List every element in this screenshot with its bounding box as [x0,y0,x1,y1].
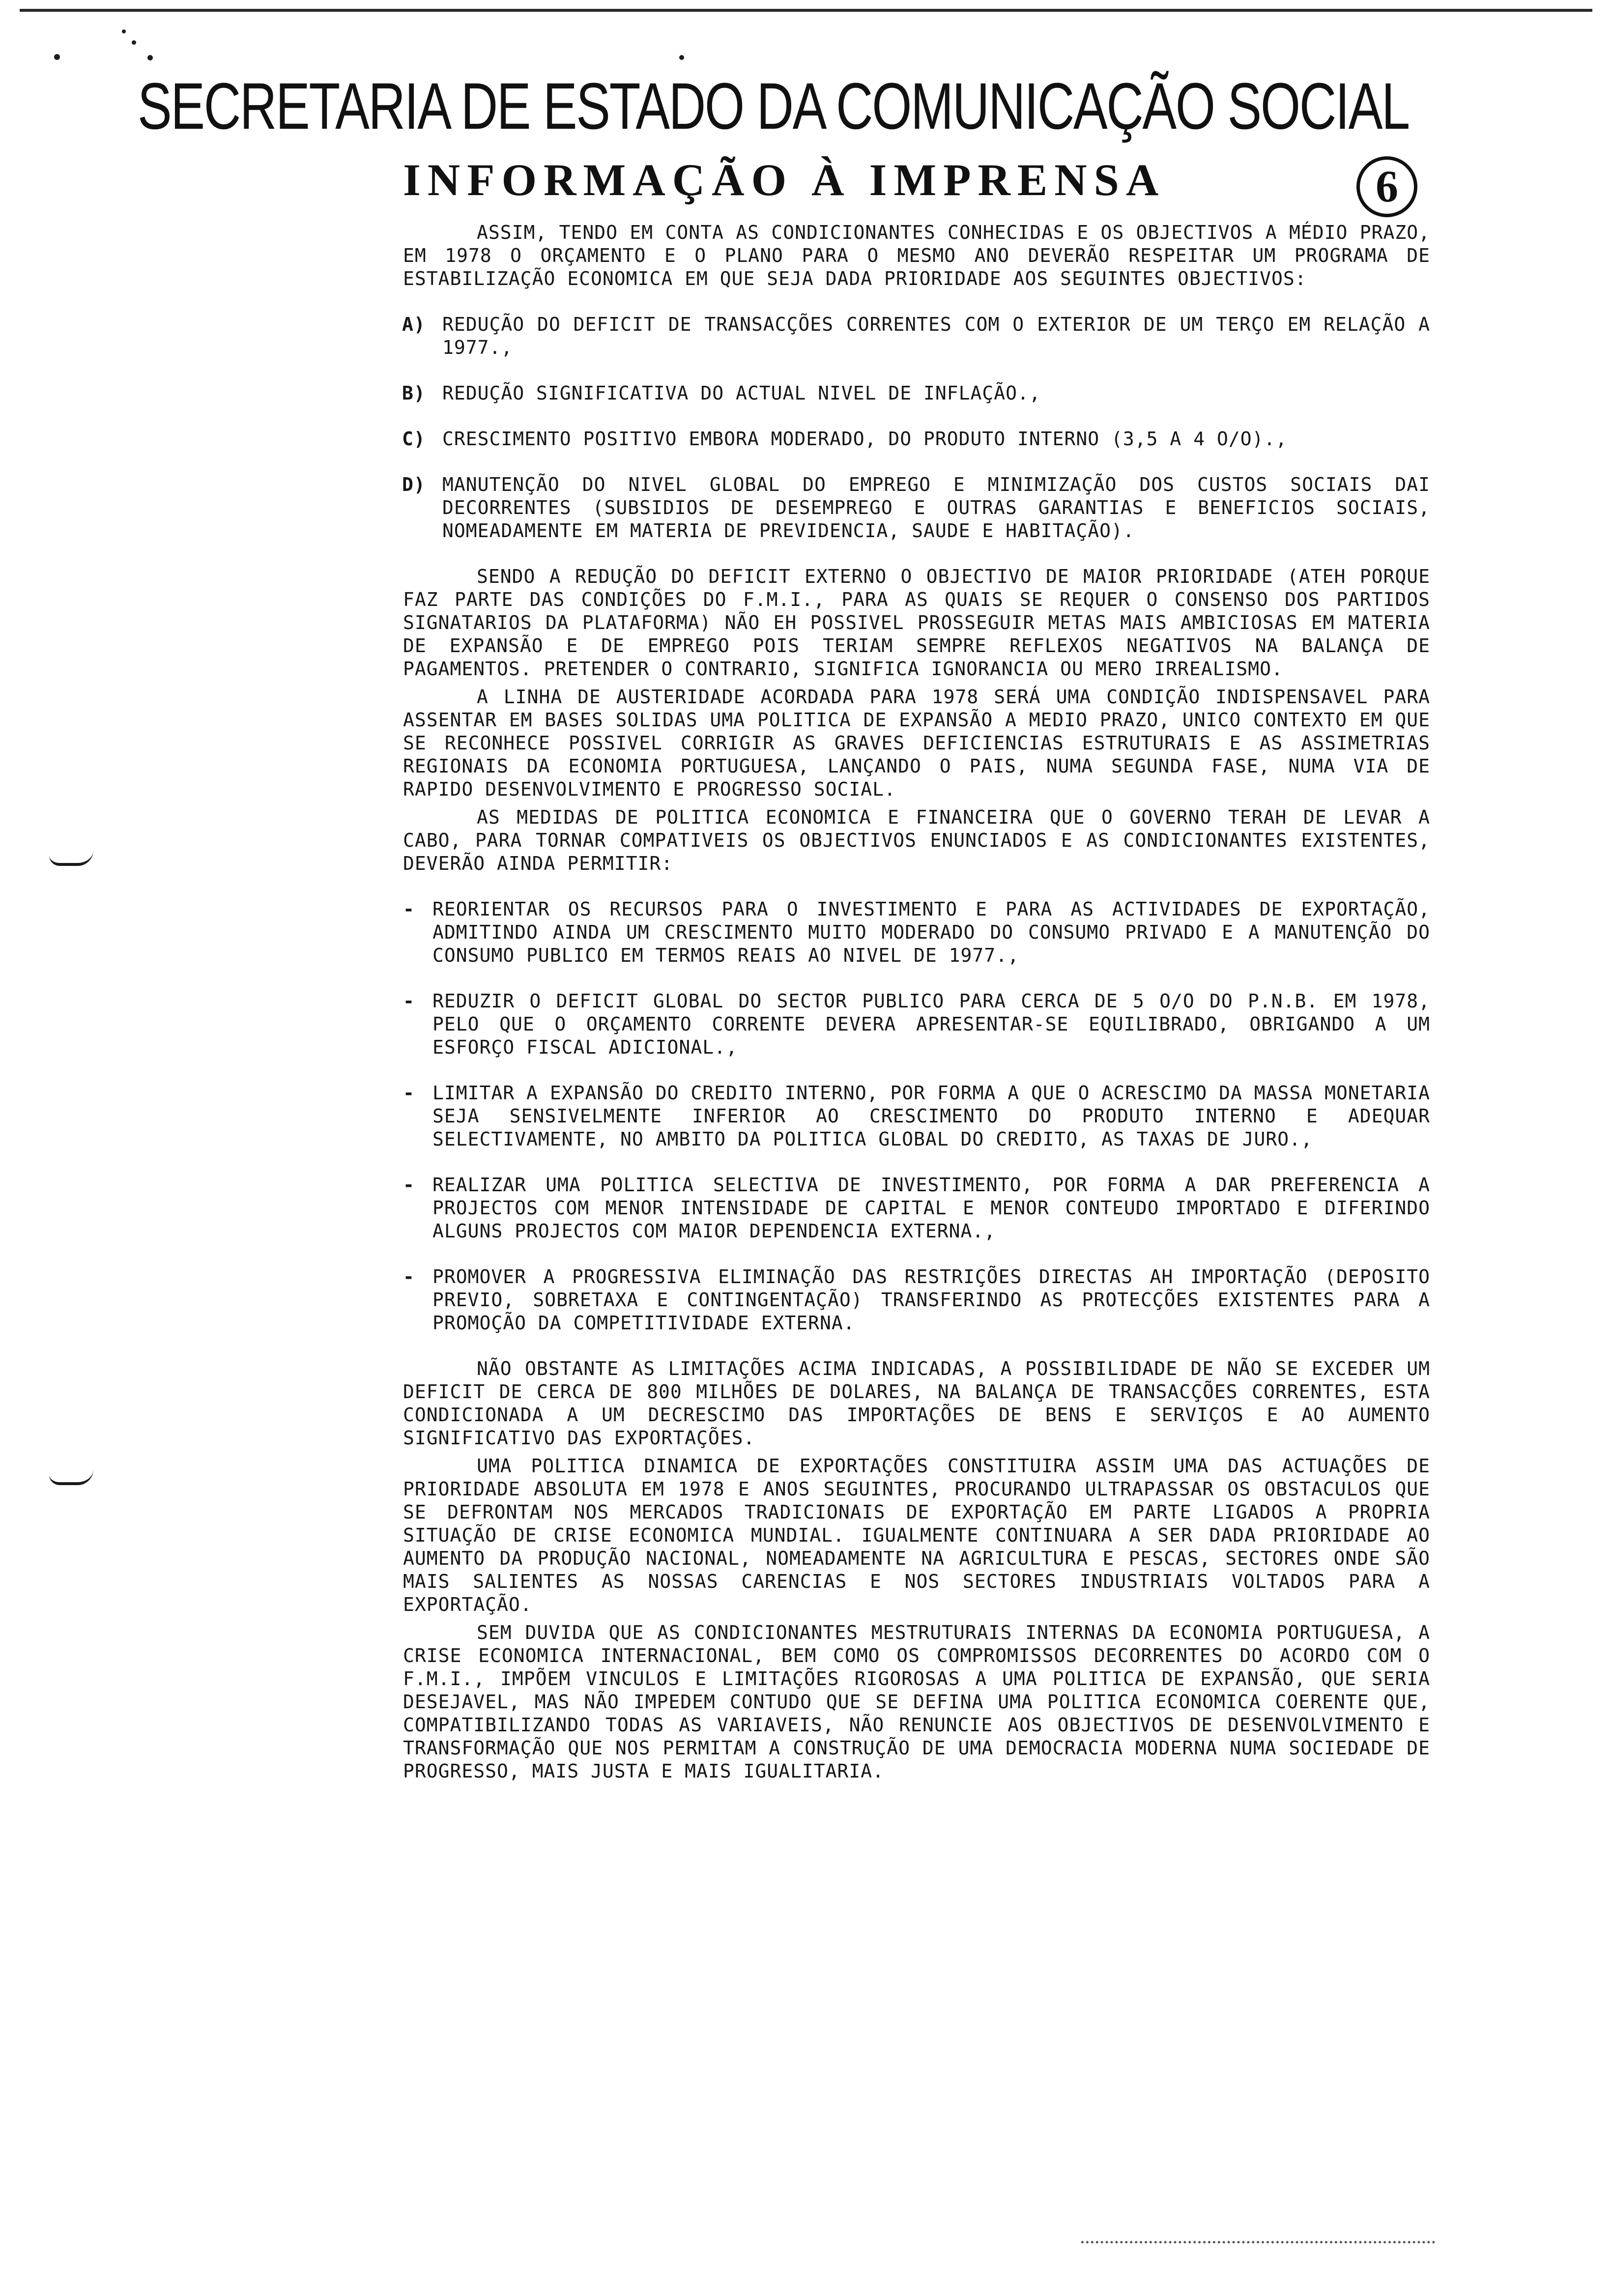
measure-item [403,990,1430,1059]
margin-mark [49,1469,93,1485]
measure-item [403,1174,1430,1243]
measure-text: LIMITAR A EXPANSÃO DO CREDITO INTERNO, POR FORMA A QUE O ACRESCIMO DA MASSA MONETARIA SEJA SENSIVELMENTE INFERIOR AO CRESCIMENTO DO PRODUTO INTERNO E ADEQUAR SELECTIVAMENTE, NO AMBITO DA POLITICA GLOBAL DO CREDITO, AS TAXAS DE JURO., [432,1082,1430,1150]
objective-label: A) [402,314,426,335]
body-paragraph: A LINHA DE AUSTERIDADE ACORDADA PARA 1978 SERÁ UMA CONDIÇÃO INDISPENSAVEL PARA ASSENTAR EM BASES SOLIDAS UMA POLITICA DE EXPANSÃO A MEDIO PRAZO, UNICO CONTEXTO EM QUE SE RECONHECE POSSIVEL CORRIGIR AS GRAVES DEFICIENCIAS ESTRUTURAIS E AS ASSIMETRIAS REGIONAIS DA ECONOMIA PORTUGUESA, LANÇANDO O PAIS, NUMA SEGUNDA FASE, NUMA VIA DE RAPIDO DESENVOLVIMENTO E PROGRESSO SOCIAL. [403,686,1430,800]
margin-mark [49,850,93,866]
bullet-dash: - [403,1266,415,1288]
measure-text: REDUZIR O DEFICIT GLOBAL DO SECTOR PUBLICO PARA CERCA DE 5 O/O DO P.N.B. EM 1978, PELO QUE O ORÇAMENTO CORRENTE DEVERA APRESENTAR-SE EQUILIBRADO, OBRIGANDO A UM ESFORÇO FISCAL ADICIONAL., [432,990,1430,1058]
objective-item [403,382,1430,405]
body-paragraph: AS MEDIDAS DE POLITICA ECONOMICA E FINANCEIRA QUE O GOVERNO TERAH DE LEVAR A CABO, PARA TORNAR COMPATIVEIS OS OBJECTIVOS ENUNCIADOS E AS CONDICIONANTES EXISTENTES, DEVERÃO AINDA PERMITIR: [403,806,1430,874]
measure-item [403,1082,1430,1151]
objective-text: MANUTENÇÃO DO NIVEL GLOBAL DO EMPREGO E MINIMIZAÇÃO DOS CUSTOS SOCIAIS DAI DECORRENTES (SUBSIDIOS DE DESEMPREGO E OUTRAS GARANTIAS E BENEFICIOS SOCIAIS, NOMEADAMENTE EM MATERIA DE PREVIDENCIA, SAUDE E HABITAÇÃO). [442,474,1430,542]
ink-speck [122,29,126,33]
document-body [403,221,1430,1783]
objective-text: CRESCIMENTO POSITIVO EMBORA MODERADO, DO PRODUTO INTERNO (3,5 A 4 O/O)., [442,428,1288,450]
objective-label: C) [402,428,426,450]
header-title: SECRETARIA DE ESTADO DA COMUNICAÇÃO SOCIAL [138,70,1409,143]
objective-text: REDUÇÃO SIGNIFICATIVA DO ACTUAL NIVEL DE INFLAÇÃO., [442,382,1041,404]
objective-label: D) [402,474,426,495]
ink-speck [132,40,136,45]
body-paragraph: SENDO A REDUÇÃO DO DEFICIT EXTERNO O OBJECTIVO DE MAIOR PRIORIDADE (ATEH PORQUE FAZ PARTE DAS CONDIÇÕES DO F.M.I., PARA AS QUAIS SE REQUER O CONSENSO DOS PARTIDOS SIGNATARIOS DA PLATAFORMA) NÃO EH POSSIVEL PROSSEGUIR METAS MAIS AMBICIOSAS EM MATERIA DE EXPANSÃO E DE EMPREGO POIS TERIAM SEMPRE REFLEXOS NEGATIVOS NA BALANÇA DE PAGAMENTOS. PRETENDER O CONTRARIO, SIGNIFICA IGNORANCIA OU MERO IRREALISMO. [403,566,1430,680]
top-border-line [20,9,1592,12]
measure-item [403,898,1430,967]
objective-item [403,473,1430,543]
objective-label: B) [402,382,426,404]
body-paragraph: NÃO OBSTANTE AS LIMITAÇÕES ACIMA INDICADAS, A POSSIBILIDADE DE NÃO SE EXCEDER UM DEFICIT DE CERCA DE 800 MILHÕES DE DOLARES, NA BALANÇA DE TRANSACÇÕES CORRENTES, ESTA CONDICIONADA A UM DECRESCIMO DAS IMPORTAÇÕES DE BENS E SERVIÇOS E AO AUMENTO SIGNIFICATIVO DAS EXPORTAÇÕES. [403,1358,1430,1449]
objective-item [403,428,1430,451]
header-subtitle: INFORMAÇÃO À IMPRENSA [403,155,1166,205]
intro-paragraph: ASSIM, TENDO EM CONTA AS CONDICIONANTES CONHECIDAS E OS OBJECTIVOS A MÉDIO PRAZO, EM 1978 O ORÇAMENTO E O PLANO PARA O MESMO ANO DEVERÃO RESPEITAR UM PROGRAMA DE ESTABILIZAÇÃO ECONOMICA EM QUE SEJA DADA PRIORIDADE AOS SEGUINTES OBJECTIVOS: [403,222,1430,289]
measure-text: PROMOVER A PROGRESSIVA ELIMINAÇÃO DAS RESTRIÇÕES DIRECTAS AH IMPORTAÇÃO (DEPOSITO PREVIO, SOBRETAXA E CONTINGENTAÇÃO) TRANSFERINDO AS PROTECÇÕES EXISTENTES PARA A PROMOÇÃO DA COMPETITIVIDADE EXTERNA. [432,1266,1430,1334]
bullet-dash: - [403,1174,415,1196]
bullet-dash: - [403,990,415,1012]
objective-text: REDUÇÃO DO DEFICIT DE TRANSACÇÕES CORRENTES COM O EXTERIOR DE UM TERÇO EM RELAÇÃO A 1977., [442,314,1430,358]
measure-text: REORIENTAR OS RECURSOS PARA O INVESTIMENTO E PARA AS ACTIVIDADES DE EXPORTAÇÃO, ADMITINDO AINDA UM CRESCIMENTO MUITO MODERADO DO CONSUMO PRIVADO E A MANUTENÇÃO DO CONSUMO PUBLICO EM TERMOS REAIS AO NIVEL DE 1977., [432,898,1430,966]
ink-speck [147,55,153,60]
ink-speck [679,55,684,60]
page-number-mark: 6 [1356,156,1417,217]
body-paragraph: SEM DUVIDA QUE AS CONDICIONANTES MESTRUTURAIS INTERNAS DA ECONOMIA PORTUGUESA, A CRISE ECONOMICA INTERNACIONAL, BEM COMO OS COMPROMISSOS DECORRENTES DO ACORDO COM O F.M.I., IMPÕEM VINCULOS E LIMITAÇÕES RIGOROSAS A UMA POLITICA DE EXPANSÃO, QUE SERIA DESEJAVEL, MAS NÃO IMPEDEM CONTUDO QUE SE DEFINA UMA POLITICA ECONOMICA COERENTE QUE, COMPATIBILIZANDO TODAS AS VARIAVEIS, NÃO RENUNCIE AOS OBJECTIVOS DE DESENVOLVIMENTO E TRANSFORMAÇÃO QUE NOS PERMITAM A CONSTRUÇÃO DE UMA DEMOCRACIA MODERNA NUMA SOCIEDADE DE PROGRESSO, MAIS JUSTA E MAIS IGUALITARIA. [403,1622,1430,1782]
measure-item [403,1265,1430,1335]
ink-speck [54,54,60,60]
measure-text: REALIZAR UMA POLITICA SELECTIVA DE INVESTIMENTO, POR FORMA A DAR PREFERENCIA A PROJECTOS COM MENOR INTENSIDADE DE CAPITAL E MENOR CONTEUDO IMPORTADO E DIFERINDO ALGUNS PROJECTOS COM MAIOR DEPENDENCIA EXTERNA., [432,1174,1430,1242]
footer-dotted-line [1081,2241,1435,2243]
body-paragraph: UMA POLITICA DINAMICA DE EXPORTAÇÕES CONSTITUIRA ASSIM UMA DAS ACTUAÇÕES DE PRIORIDADE ABSOLUTA EM 1978 E ANOS SEGUINTES, PROCURANDO ULTRAPASSAR OS OBSTACULOS QUE SE DEFRONTAM NOS MERCADOS TRADICIONAIS DE EXPORTAÇÃO EM PARTE LIGADOS A PROPRIA SITUAÇÃO DE CRISE ECONOMICA MUNDIAL. IGUALMENTE CONTINUARA A SER DADA PRIORIDADE AO AUMENTO DA PRODUÇÃO NACIONAL, NOMEADAMENTE NA AGRICULTURA E PESCAS, SECTORES ONDE SÃO MAIS SALIENTES AS NOSSAS CARENCIAS E NOS SECTORES INDUSTRIAIS VOLTADOS PARA A EXPORTAÇÃO. [403,1455,1430,1615]
objective-item [403,313,1430,359]
bullet-dash: - [403,1082,415,1104]
bullet-dash: - [403,898,415,920]
